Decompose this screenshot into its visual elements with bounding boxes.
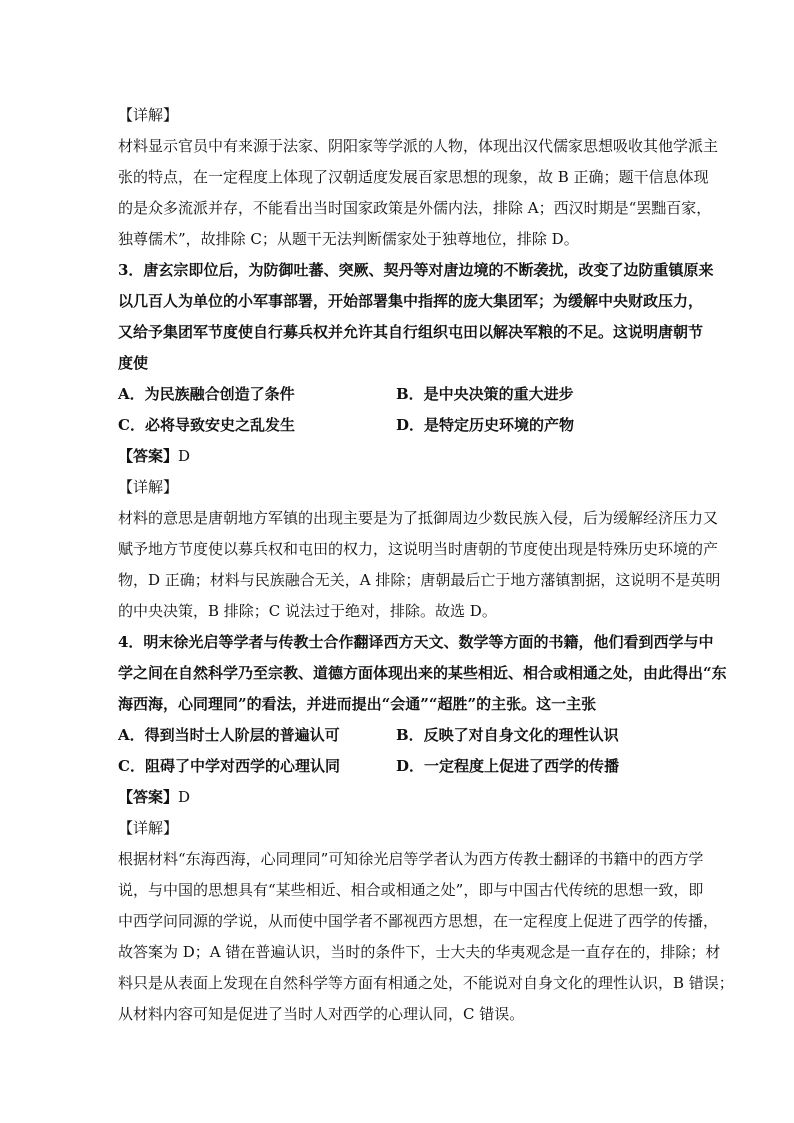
detail-text-line: 材料显示官员中有来源于法家、阴阳家等学派的人物，体现出汉代儒家思想吸收其他学派主 <box>118 137 719 155</box>
detail-text-line: 物，D 正确；材料与民族融合无关，A 排除；唐朝最后亡于地方藩镇割据，这说明不是英明 <box>118 571 721 589</box>
option-c: C．必将导致安史之乱发生 <box>118 416 295 434</box>
answer-value: D <box>178 788 191 806</box>
question-4-stem: 学之间在自然科学乃至宗教、道德方面体现出来的某些相近、相合或相通之处，由此得出“东 <box>118 664 727 682</box>
detail-heading: 【详解】 <box>118 819 179 837</box>
question-4-stem: 4．明末徐光启等学者与传教士合作翻译西方天文、数学等方面的书籍，他们看到西学与中 <box>118 633 714 651</box>
detail-text-line: 故答案为 D；A 错在普遍认识，当时的条件下，士大夫的华夷观念是一直存在的，排除；材 <box>118 943 721 961</box>
option-b: B．反映了对自身文化的理性认识 <box>396 726 619 744</box>
question-4-options-row <box>118 751 678 782</box>
detail-text-line: 根据材料“东海西海，心同理同”可知徐光启等学者认为西方传教士翻译的书籍中的西方学 <box>118 850 704 868</box>
detail-text-line: 材料的意思是唐朝地方军镇的出现主要是为了抵御周边少数民族入侵，后为缓解经济压力又 <box>118 509 719 527</box>
option-d: D．是特定历史环境的产物 <box>396 416 575 434</box>
question-3-stem: 3．唐玄宗即位后，为防御吐蕃、突厥、契丹等对唐边境的不断袭扰，改变了边防重镇原来 <box>118 261 714 279</box>
detail-text-line: 张的特点，在一定程度上体现了汉朝适度发展百家思想的现象，故 B 正确；题干信息体现 <box>118 168 709 186</box>
answer-line <box>118 441 678 472</box>
option-a: A．为民族融合创造了条件 <box>118 385 295 403</box>
detail-text-line: 赋予地方节度使以募兵权和屯田的权力，这说明当时唐朝的节度使出现是特殊历史环境的产 <box>118 540 719 558</box>
detail-heading: 【详解】 <box>118 478 179 496</box>
answer-line <box>118 782 678 813</box>
answer-label: 【答案】 <box>118 447 179 465</box>
detail-text-line: 的中央决策，B 排除；C 说法过于绝对，排除。故选 D。 <box>118 602 497 620</box>
question-4-options-row <box>118 720 678 751</box>
question-3-options-row <box>118 410 678 441</box>
option-d: D．一定程度上促进了西学的传播 <box>396 757 620 775</box>
option-b: B．是中央决策的重大进步 <box>396 385 574 403</box>
document-page <box>118 100 734 1030</box>
question-4-stem: 海西海，心同理同”的看法，并进而提出“会通”“超胜”的主张。这一主张 <box>118 695 597 713</box>
detail-text-line: 独尊儒术”，故排除 C；从题干无法判断儒家处于独尊地位，排除 D。 <box>118 230 579 248</box>
detail-text-line: 从材料内容可知是促进了当时人对西学的心理认同，C 错误。 <box>118 1005 525 1023</box>
question-3-stem: 以几百人为单位的小军事部署，开始部署集中指挥的庞大集团军；为缓解中央财政压力， <box>118 292 704 310</box>
answer-value: D <box>178 447 191 465</box>
option-c: C．阻碍了中学对西学的心理认同 <box>118 757 340 775</box>
question-3-options-row <box>118 379 678 410</box>
detail-text-line: 的是众多流派并存，不能看出当时国家政策是外儒内法，排除 A；西汉时期是“罢黜百家， <box>118 199 712 217</box>
detail-heading: 【详解】 <box>118 106 179 124</box>
detail-text-line: 中西学问同源的学说，从而使中国学者不鄙视西方思想，在一定程度上促进了西学的传播， <box>118 912 719 930</box>
answer-label: 【答案】 <box>118 788 179 806</box>
question-3-stem: 度使 <box>118 354 149 372</box>
question-3-stem: 又给予集团军节度使自行募兵权并允许其自行组织屯田以解决军粮的不足。这说明唐朝节 <box>118 323 704 341</box>
option-a: A．得到当时士人阶层的普遍认可 <box>118 726 340 744</box>
detail-text-line: 料只是从表面上发现在自然科学等方面有相通之处，不能说对自身文化的理性认识，B 错误； <box>118 974 734 992</box>
detail-text-line: 说，与中国的思想具有“某些相近、相合或相通之处”，即与中国古代传统的思想一致，即 <box>118 881 704 899</box>
